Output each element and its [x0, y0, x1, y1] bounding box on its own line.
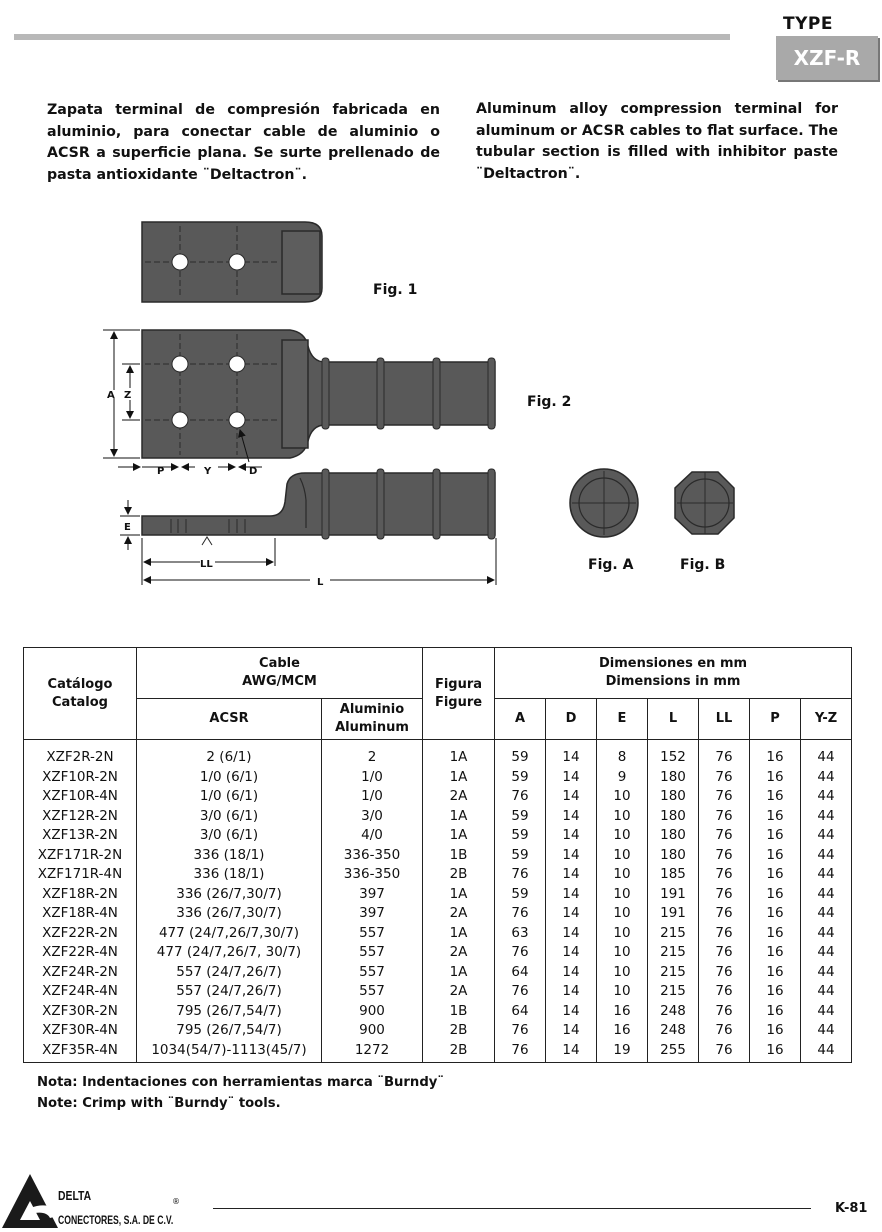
table-cell: 2B — [423, 865, 495, 885]
table-cell: 76 — [495, 1021, 546, 1041]
table-cell: 2B — [423, 1041, 495, 1063]
table-cell: XZF2R-2N — [24, 740, 137, 768]
table-cell: 59 — [495, 826, 546, 846]
table-cell: 180 — [648, 768, 699, 788]
table-cell: XZF24R-2N — [24, 963, 137, 983]
table-cell: 76 — [699, 943, 750, 963]
table-cell: 215 — [648, 963, 699, 983]
table-cell: 14 — [546, 1002, 597, 1022]
table-cell: 16 — [750, 963, 801, 983]
table-cell: 336-350 — [322, 846, 423, 866]
table-cell: XZF10R-4N — [24, 787, 137, 807]
table-cell: 16 — [750, 865, 801, 885]
table-cell: 10 — [597, 924, 648, 944]
table-cell: 44 — [801, 924, 852, 944]
table-cell: 44 — [801, 963, 852, 983]
table-cell: 76 — [699, 924, 750, 944]
table-cell: 4/0 — [322, 826, 423, 846]
table-cell: 1/0 (6/1) — [137, 768, 322, 788]
table-cell: 2 (6/1) — [137, 740, 322, 768]
table-cell: 1/0 (6/1) — [137, 787, 322, 807]
table-cell: 180 — [648, 826, 699, 846]
dim-P-header: P — [750, 699, 801, 740]
table-row — [24, 787, 852, 807]
table-cell: 3/0 (6/1) — [137, 826, 322, 846]
dim-Z-label: Z — [124, 390, 132, 401]
table-cell: 336-350 — [322, 865, 423, 885]
table-cell: 76 — [495, 787, 546, 807]
table-cell: 44 — [801, 1021, 852, 1041]
table-row — [24, 963, 852, 983]
table-cell: 44 — [801, 982, 852, 1002]
table-cell: 59 — [495, 740, 546, 768]
table-row — [24, 924, 852, 944]
table-cell: 44 — [801, 787, 852, 807]
fig2-label: Fig. 2 — [527, 394, 572, 410]
table-cell: 152 — [648, 740, 699, 768]
table-cell: 900 — [322, 1021, 423, 1041]
dim-L-header: L — [648, 699, 699, 740]
table-cell: 1272 — [322, 1041, 423, 1063]
table-cell: 76 — [495, 904, 546, 924]
table-cell: XZF24R-4N — [24, 982, 137, 1002]
table-cell: 44 — [801, 904, 852, 924]
table-cell: 557 — [322, 982, 423, 1002]
table-cell: 248 — [648, 1002, 699, 1022]
table-cell: 76 — [699, 1021, 750, 1041]
table-cell: 180 — [648, 807, 699, 827]
table-row — [24, 1021, 852, 1041]
table-cell: 9 — [597, 768, 648, 788]
table-cell: 1A — [423, 740, 495, 768]
table-cell: 1A — [423, 807, 495, 827]
table-cell: 1A — [423, 768, 495, 788]
table-cell: 16 — [750, 1002, 801, 1022]
table-cell: 44 — [801, 865, 852, 885]
dim-LL-header: LL — [699, 699, 750, 740]
figA-cross-section — [570, 469, 638, 537]
table-cell: XZF35R-4N — [24, 1041, 137, 1063]
description-english: Aluminum alloy compression terminal for aluminum or ACSR cables to flat surface. The tubular section is filled with inhibitor paste ¨Deltactron¨. — [476, 101, 838, 182]
table-cell: XZF30R-2N — [24, 1002, 137, 1022]
table-cell: 477 (24/7,26/7,30/7) — [137, 924, 322, 944]
table-cell: 44 — [801, 768, 852, 788]
table-cell: 1B — [423, 1002, 495, 1022]
table-cell: 10 — [597, 787, 648, 807]
table-cell: 76 — [699, 787, 750, 807]
note-english: Note: Crimp with ¨Burndy¨ tools. — [37, 1096, 281, 1111]
table-cell: 76 — [699, 982, 750, 1002]
table-cell: 16 — [750, 904, 801, 924]
registered-mark: ® — [172, 1197, 180, 1206]
aluminum-column-header: Aluminio Aluminum — [322, 699, 423, 740]
table-cell: XZF18R-2N — [24, 885, 137, 905]
figB-cross-section — [675, 472, 734, 534]
note-spanish: Nota: Indentaciones con herramientas marca ¨Burndy¨ — [37, 1075, 444, 1090]
table-cell: 16 — [597, 1021, 648, 1041]
fig2-terminal-side-view — [142, 469, 495, 545]
logo-text-company: CONECTORES, S.A. DE C.V. — [58, 1213, 174, 1227]
table-cell: 14 — [546, 963, 597, 983]
table-cell: 76 — [699, 807, 750, 827]
table-cell: 900 — [322, 1002, 423, 1022]
table-cell: XZF12R-2N — [24, 807, 137, 827]
table-row — [24, 885, 852, 905]
dim-LL-label: LL — [200, 559, 213, 570]
table-cell: 76 — [495, 1041, 546, 1063]
table-cell: 76 — [699, 740, 750, 768]
table-cell: XZF171R-2N — [24, 846, 137, 866]
table-cell: 16 — [750, 1021, 801, 1041]
table-cell: 44 — [801, 826, 852, 846]
table-cell: 10 — [597, 865, 648, 885]
table-cell: 76 — [495, 982, 546, 1002]
table-cell: 19 — [597, 1041, 648, 1063]
table-cell: 10 — [597, 982, 648, 1002]
delta-logo-icon — [0, 1168, 60, 1232]
type-code-badge: XZF-R — [776, 36, 878, 80]
table-cell: 14 — [546, 885, 597, 905]
specification-table — [23, 647, 852, 1063]
table-cell: 10 — [597, 963, 648, 983]
table-cell: 1A — [423, 924, 495, 944]
table-cell: 557 (24/7,26/7) — [137, 963, 322, 983]
table-cell: 16 — [750, 740, 801, 768]
table-cell: 1A — [423, 826, 495, 846]
dim-Y-label: Y — [204, 466, 212, 477]
table-cell: 477 (24/7,26/7, 30/7) — [137, 943, 322, 963]
table-cell: 557 — [322, 943, 423, 963]
table-row — [24, 826, 852, 846]
table-cell: 76 — [495, 865, 546, 885]
figure-column-header: Figura Figure — [423, 648, 495, 740]
table-cell: 2B — [423, 1021, 495, 1041]
table-cell: 14 — [546, 1041, 597, 1063]
table-cell: 16 — [750, 1041, 801, 1063]
table-cell: 14 — [546, 740, 597, 768]
table-row — [24, 807, 852, 827]
table-cell: 44 — [801, 846, 852, 866]
table-cell: 2A — [423, 787, 495, 807]
figB-label: Fig. B — [680, 557, 726, 573]
table-cell: 59 — [495, 768, 546, 788]
dim-E-label: E — [124, 522, 131, 533]
table-cell: 16 — [750, 807, 801, 827]
table-cell: 10 — [597, 826, 648, 846]
table-cell: 10 — [597, 904, 648, 924]
footer-rule — [213, 1208, 811, 1209]
table-cell: XZF22R-4N — [24, 943, 137, 963]
figA-label: Fig. A — [588, 557, 634, 573]
dim-D-header: D — [546, 699, 597, 740]
table-row — [24, 982, 852, 1002]
dim-E-header: E — [597, 699, 648, 740]
table-cell: 1A — [423, 885, 495, 905]
table-cell: 16 — [750, 768, 801, 788]
page-number: K-81 — [835, 1201, 868, 1216]
table-cell: 215 — [648, 943, 699, 963]
table-cell: 1034(54/7)-1113(45/7) — [137, 1041, 322, 1063]
table-cell: 14 — [546, 807, 597, 827]
table-cell: 2A — [423, 904, 495, 924]
table-cell: 44 — [801, 885, 852, 905]
table-cell: 10 — [597, 807, 648, 827]
table-cell: 14 — [546, 787, 597, 807]
table-cell: 16 — [750, 924, 801, 944]
table-cell: 16 — [750, 846, 801, 866]
table-cell: XZF18R-4N — [24, 904, 137, 924]
dim-A-label: A — [107, 390, 115, 401]
table-cell: 76 — [699, 885, 750, 905]
table-cell: 180 — [648, 846, 699, 866]
table-cell: 16 — [750, 826, 801, 846]
table-cell: 2A — [423, 943, 495, 963]
table-cell: 2 — [322, 740, 423, 768]
table-cell: 1B — [423, 846, 495, 866]
table-cell: XZF171R-4N — [24, 865, 137, 885]
table-cell: 64 — [495, 1002, 546, 1022]
table-cell: 64 — [495, 963, 546, 983]
dim-D-label: D — [249, 466, 258, 477]
table-cell: 16 — [750, 982, 801, 1002]
table-cell: 76 — [495, 943, 546, 963]
table-row — [24, 740, 852, 768]
table-cell: 397 — [322, 885, 423, 905]
acsr-column-header: ACSR — [137, 699, 322, 740]
catalog-column-header: Catálogo Catalog — [24, 648, 137, 740]
table-cell: 59 — [495, 885, 546, 905]
table-cell: 248 — [648, 1021, 699, 1041]
table-cell: XZF10R-2N — [24, 768, 137, 788]
table-cell: 191 — [648, 904, 699, 924]
table-cell: 76 — [699, 963, 750, 983]
table-row — [24, 768, 852, 788]
table-cell: 14 — [546, 846, 597, 866]
table-cell: 185 — [648, 865, 699, 885]
table-cell: 557 (24/7,26/7) — [137, 982, 322, 1002]
table-cell: 44 — [801, 807, 852, 827]
table-cell: 1/0 — [322, 768, 423, 788]
table-cell: 557 — [322, 924, 423, 944]
table-row — [24, 846, 852, 866]
table-cell: 14 — [546, 865, 597, 885]
table-cell: 44 — [801, 943, 852, 963]
dim-L-label: L — [317, 577, 324, 588]
table-cell: 10 — [597, 885, 648, 905]
table-cell: 59 — [495, 846, 546, 866]
table-cell: 215 — [648, 982, 699, 1002]
table-cell: 44 — [801, 1002, 852, 1022]
table-cell: 3/0 — [322, 807, 423, 827]
dim-A-header: A — [495, 699, 546, 740]
table-cell: 14 — [546, 924, 597, 944]
table-cell: 1/0 — [322, 787, 423, 807]
table-cell: 14 — [546, 768, 597, 788]
table-cell: 14 — [546, 826, 597, 846]
table-cell: 76 — [699, 768, 750, 788]
type-label: TYPE — [783, 14, 833, 34]
table-cell: 14 — [546, 943, 597, 963]
table-row — [24, 943, 852, 963]
dim-P-label: P — [157, 466, 165, 477]
table-cell: 76 — [699, 846, 750, 866]
table-cell: 336 (18/1) — [137, 846, 322, 866]
table-cell: 2A — [423, 982, 495, 1002]
table-cell: 1A — [423, 963, 495, 983]
table-cell: XZF13R-2N — [24, 826, 137, 846]
table-cell: 8 — [597, 740, 648, 768]
table-cell: 397 — [322, 904, 423, 924]
dimensions-column-header: Dimensiones en mm Dimensions in mm — [495, 648, 852, 699]
table-cell: 255 — [648, 1041, 699, 1063]
table-cell: 44 — [801, 1041, 852, 1063]
table-cell: 16 — [750, 885, 801, 905]
fig2-terminal-top-view — [142, 330, 495, 458]
table-cell: 557 — [322, 963, 423, 983]
table-cell: 14 — [546, 982, 597, 1002]
table-cell: 59 — [495, 807, 546, 827]
table-cell: 336 (26/7,30/7) — [137, 885, 322, 905]
table-cell: 3/0 (6/1) — [137, 807, 322, 827]
table-row — [24, 904, 852, 924]
fig1-terminal-drawing — [142, 222, 322, 302]
logo-text-delta: DELTA — [58, 1188, 92, 1203]
table-cell: 63 — [495, 924, 546, 944]
table-cell: 14 — [546, 904, 597, 924]
table-cell: 14 — [546, 1021, 597, 1041]
description-spanish: Zapata terminal de compresión fabricada en aluminio, para conectar cable de aluminio o ACSR a superficie plana. Se surte prellenado de pasta antioxidante ¨Deltactron¨. — [47, 102, 440, 183]
table-cell: 336 (18/1) — [137, 865, 322, 885]
table-body — [24, 740, 852, 1063]
table-cell: 76 — [699, 904, 750, 924]
table-row — [24, 865, 852, 885]
table-cell: 180 — [648, 787, 699, 807]
table-cell: 336 (26/7,30/7) — [137, 904, 322, 924]
cable-column-header: Cable AWG/MCM — [137, 648, 423, 699]
table-cell: 16 — [750, 787, 801, 807]
table-cell: 76 — [699, 865, 750, 885]
table-cell: 10 — [597, 943, 648, 963]
table-cell: 76 — [699, 1002, 750, 1022]
table-row — [24, 1002, 852, 1022]
table-cell: 44 — [801, 740, 852, 768]
table-cell: XZF22R-2N — [24, 924, 137, 944]
table-cell: 215 — [648, 924, 699, 944]
table-cell: 10 — [597, 846, 648, 866]
table-cell: 76 — [699, 826, 750, 846]
fig1-label: Fig. 1 — [373, 282, 418, 298]
table-cell: 191 — [648, 885, 699, 905]
table-cell: 16 — [597, 1002, 648, 1022]
table-cell: 795 (26/7,54/7) — [137, 1021, 322, 1041]
table-row — [24, 1041, 852, 1063]
table-cell: 76 — [699, 1041, 750, 1063]
dim-YZ-header: Y-Z — [801, 699, 852, 740]
table-cell: 795 (26/7,54/7) — [137, 1002, 322, 1022]
table-cell: 16 — [750, 943, 801, 963]
table-cell: XZF30R-4N — [24, 1021, 137, 1041]
